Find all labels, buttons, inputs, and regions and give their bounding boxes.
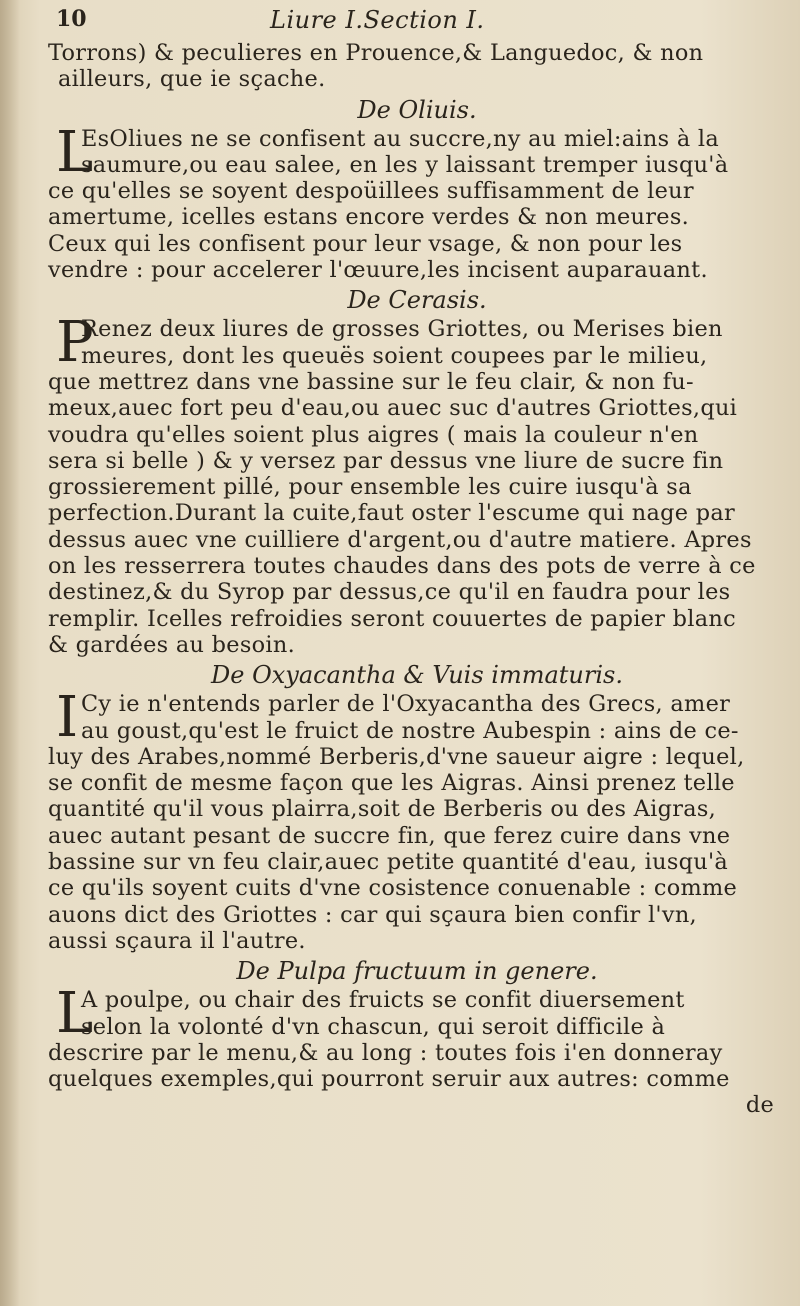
text-line: au goust,qu'est le fruict de nostre Aubespin : ains de ce- <box>81 717 739 744</box>
text-line: sera si belle ) & y versez par dessus vne liure de sucre fin <box>48 447 724 474</box>
text-line: destinez,& du Syrop par dessus,ce qu'il en faudra pour les <box>48 579 731 606</box>
text-line: Torrons) & peculieres en Prouence,& Languedoc, & non <box>48 40 704 66</box>
text-line: auons dict des Griottes : car qui sçaura bien confir l'vn, <box>48 901 697 928</box>
text-line: saumure,ou eau salee, en les y laissant tremper iusqu'à <box>81 151 729 178</box>
section-title: De Pulpa fructuum in genere. <box>236 957 598 986</box>
section-oxyacantha <box>48 685 786 954</box>
text-line: se confit de mesme façon que les Aigras. Ainsi prenez telle <box>48 770 735 797</box>
text-line: Renez deux liures de grosses Griottes, ou Merises bien <box>81 316 723 343</box>
text-line: luy des Arabes,nommé Berberis,d'vne saueur aigre : lequel, <box>48 743 745 770</box>
text-line: perfection.Durant la cuite,faut oster l'escume qui nage par <box>48 500 736 527</box>
catchword: de <box>745 1092 774 1119</box>
text-line: quantité qu'il vous plairra,soit de Berberis ou des Aigras, <box>48 796 717 823</box>
text-line: que mettrez dans vne bassine sur le feu clair, & non fu- <box>48 368 694 395</box>
text-line: auec autant pesant de succre fin, que ferez cuire dans vne <box>48 822 731 849</box>
text-line: ailleurs, que ie sçache. <box>58 66 326 93</box>
text-line: descrire par le menu,& au long : toutes fois i'en donneray <box>48 1039 723 1066</box>
page-header <box>48 6 786 40</box>
text-line: meux,auec fort peu d'eau,ou auec suc d'autres Griottes,qui <box>48 395 738 422</box>
page-number: 10 <box>56 6 87 32</box>
section-title: De Oliuis. <box>357 95 477 124</box>
text-line: quelques exemples,qui pourront seruir aux autres: comme <box>48 1066 730 1093</box>
text-line: & gardées au besoin. <box>48 631 296 658</box>
drop-cap: I <box>56 685 79 751</box>
text-line: Cy ie n'entends parler de l'Oxyacantha des Grecs, amer <box>81 691 731 718</box>
text-line: EsOliues ne se confisent au succre,ny au miel:ains à la <box>81 125 719 152</box>
text-line: aussi sçaura il l'autre. <box>48 927 306 954</box>
running-head: Liure I.Section I. <box>270 6 485 34</box>
drop-cap: P <box>56 310 94 376</box>
text-line: voudra qu'elles soient plus aigres ( mais la couleur n'en <box>48 421 699 448</box>
drop-cap: L <box>56 981 94 1047</box>
text-line: on les resserrera toutes chaudes dans des pots de verre à ce <box>48 553 756 580</box>
section-cerasis <box>48 310 786 658</box>
drop-cap: L <box>56 119 94 185</box>
text-line: vendre : pour accelerer l'œuure,les incisent auparauant. <box>48 257 708 284</box>
section-oliuis <box>48 119 786 284</box>
text-line: dessus auec vne cuilliere d'argent,ou d'autre matiere. Apres <box>48 526 752 553</box>
text-line: ce qu'elles se soyent despoüillees suffisamment de leur <box>48 178 694 205</box>
section-continuation <box>48 40 786 93</box>
page-gutter-shadow <box>0 0 20 1306</box>
text-line: ce qu'ils soyent cuits d'vne cosistence conuenable : comme <box>48 875 738 902</box>
text-line: Ceux qui les confisent pour leur vsage, & non pour les <box>48 230 683 257</box>
text-line: grossierement pillé, pour ensemble les cuire iusqu'à sa <box>48 474 692 501</box>
text-line: remplir. Icelles refroidies seront couuertes de papier blanc <box>48 605 736 632</box>
text-line: selon la volonté d'vn chascun, qui seroit difficile à <box>81 1013 666 1040</box>
section-title: De Cerasis. <box>347 286 487 315</box>
text-line: amertume, icelles estans encore verdes & non meures. <box>48 204 690 231</box>
section-pulpa <box>48 981 786 1119</box>
section-title: De Oxyacantha & Vuis immaturis. <box>211 661 623 690</box>
text-line: bassine sur vn feu clair,auec petite quantité d'eau, iusqu'à <box>48 849 729 876</box>
text-line: A poulpe, ou chair des fruicts se confit diuersement <box>81 987 685 1014</box>
text-line: meures, dont les queuës soient coupees par le milieu, <box>81 342 708 369</box>
